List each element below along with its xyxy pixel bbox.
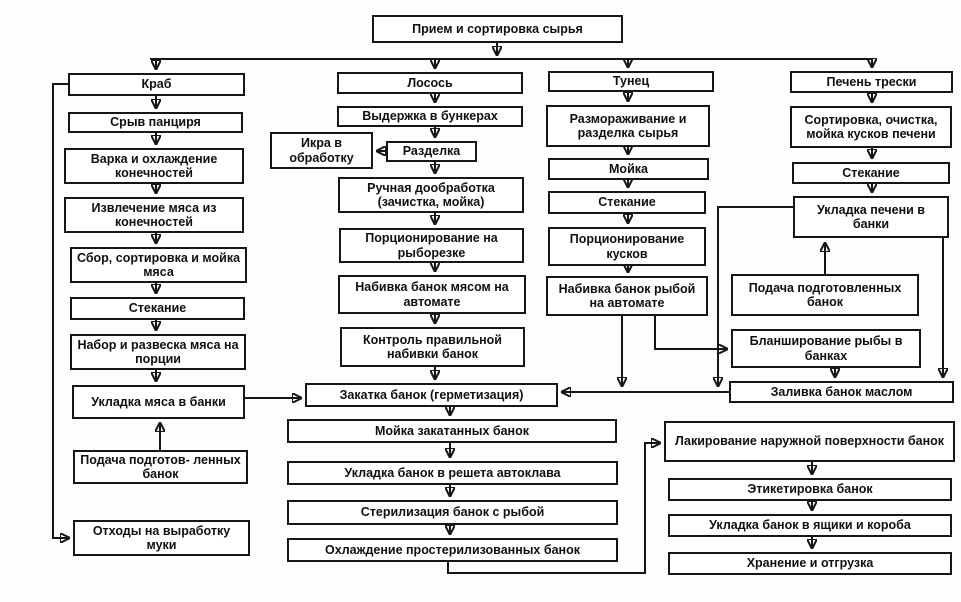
node-meat-into-cans: Укладка мяса в банки (72, 385, 245, 419)
node-draining-crab: Стекание (70, 297, 245, 320)
node-meat-extraction: Извлечение мяса из конечностей (64, 197, 244, 233)
node-draining-liver: Стекание (792, 162, 950, 184)
node-lacquering: Лакирование наружной поверхности банок (664, 421, 955, 462)
node-waste-to-meal: Отходы на выработку муки (73, 520, 250, 556)
node-cooling: Охлаждение простерилизованных банок (287, 538, 618, 562)
node-liver-sorting-cleaning: Сортировка, очистка, мойка кусков печени (790, 106, 952, 148)
node-caviar-processing: Икра в обработку (270, 132, 373, 169)
node-portioning-fish-cutter: Порционирование на рыборезке (339, 228, 524, 263)
node-tuna: Тунец (548, 71, 714, 92)
node-sterilization: Стерилизация банок с рыбой (287, 500, 618, 525)
node-draining-tuna: Стекание (548, 191, 706, 214)
node-crab: Краб (68, 73, 245, 96)
node-blanching: Бланширование рыбы в банках (731, 329, 921, 368)
node-defrosting-cutting: Размораживание и разделка сырья (546, 105, 710, 147)
node-bunker-holding: Выдержка в бункерах (337, 106, 523, 127)
node-liver-into-cans: Укладка печени в банки (793, 196, 949, 238)
node-storage-shipment: Хранение и отгрузка (668, 552, 952, 575)
node-packing-boxes: Укладка банок в ящики и короба (668, 514, 952, 537)
node-meat-filling-machine: Набивка банок мясом на автомате (338, 275, 526, 314)
node-meat-portioning: Набор и развеска мяса на порции (70, 334, 246, 370)
node-fish-filling-machine: Набивка банок рыбой на автомате (546, 276, 708, 316)
node-boiling-cooling: Варка и охлаждение конечностей (64, 148, 244, 184)
node-cod-liver: Печень трески (790, 71, 953, 93)
node-labeling: Этикетировка банок (668, 478, 952, 501)
node-filling-control: Контроль правильной набивки банок (340, 327, 525, 367)
node-cans-supply-crab: Подача подготов- ленных банок (73, 450, 248, 484)
node-reception: Прием и сортировка сырья (372, 15, 623, 43)
node-shell-removal: Срыв панциря (68, 112, 243, 133)
node-manual-finishing: Ручная дообработка (зачистка, мойка) (338, 177, 524, 213)
node-washing-seamed-cans: Мойка закатанных банок (287, 419, 617, 443)
node-washing-tuna: Мойка (548, 158, 709, 180)
node-seaming: Закатка банок (герметизация) (305, 383, 558, 407)
flow-connector (655, 316, 727, 349)
node-salmon: Лосось (337, 72, 523, 94)
node-portioning-pieces: Порционирование кусков (548, 227, 706, 266)
node-meat-sorting-washing: Сбор, сортировка и мойка мяса (70, 247, 247, 283)
node-cans-supply: Подача подготовленных банок (731, 274, 919, 316)
node-cutting: Разделка (386, 141, 477, 162)
node-cans-into-autoclave: Укладка банок в решета автоклава (287, 461, 618, 485)
node-oil-filling: Заливка банок маслом (729, 381, 954, 403)
